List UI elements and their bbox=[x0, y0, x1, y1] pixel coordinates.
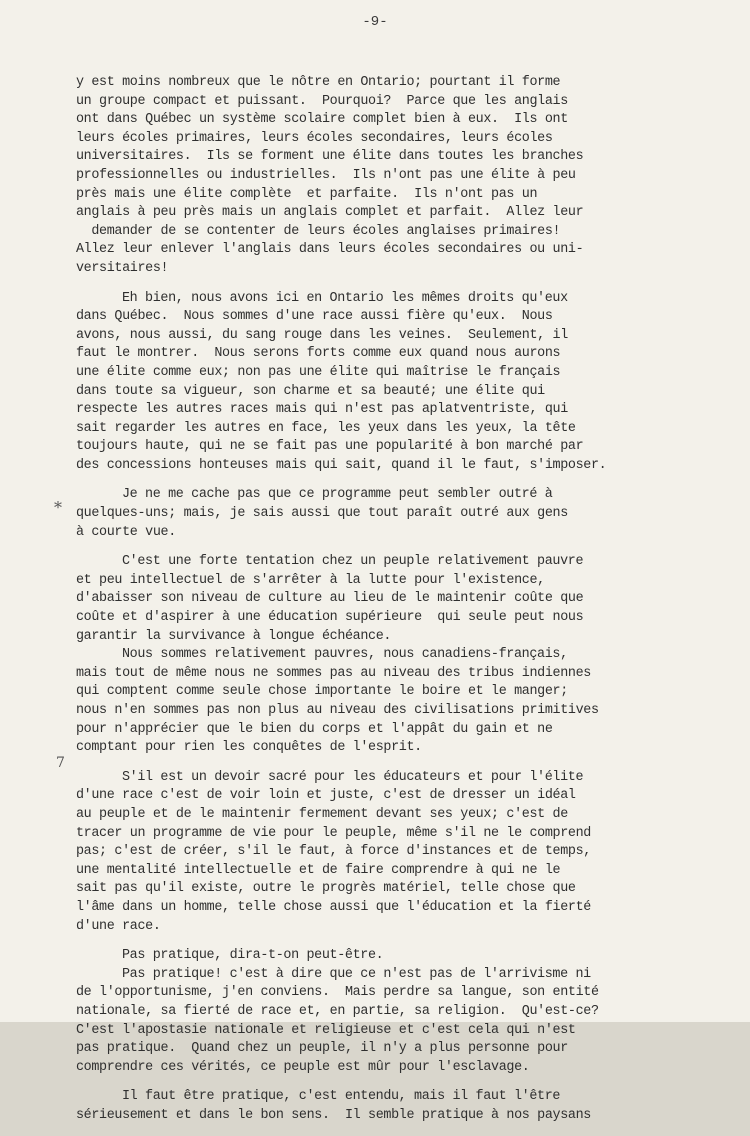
text-line: des concessions honteuses mais qui sait, quand il le faut, s'imposer. bbox=[76, 457, 607, 473]
margin-seven-mark: 7 bbox=[56, 755, 65, 771]
text-line: un groupe compact et puissant. Pourquoi? Parce que les anglais bbox=[76, 93, 568, 109]
text-line: l'âme dans un homme, telle chose aussi que l'éducation et la fierté bbox=[76, 899, 591, 915]
paragraph-p7 bbox=[76, 947, 726, 966]
text-line: sait pas qu'il existe, outre le progrès matériel, telle chose que bbox=[76, 881, 576, 897]
text-line: nationale, sa fierté de race et, en partie, sa religion. Qu'est-ce? bbox=[76, 1003, 599, 1019]
text-line: Allez leur enlever l'anglais dans leurs écoles secondaires ou uni- bbox=[76, 242, 584, 258]
paragraph-p1 bbox=[76, 74, 726, 279]
text-line: Nous sommes relativement pauvres, nous canadiens-français, bbox=[122, 647, 568, 663]
text-line: qui comptent comme seule chose importante le boire et le manger; bbox=[76, 684, 568, 700]
text-line: comptant pour rien les conquêtes de l'esprit. bbox=[76, 740, 422, 756]
text-line: universitaires. Ils se forment une élite dans toutes les branches bbox=[76, 149, 584, 165]
text-line: y est moins nombreux que le nôtre en Ontario; pourtant il forme bbox=[76, 75, 561, 90]
body-text bbox=[76, 74, 726, 1136]
text-line: demander de se contenter de leurs écoles anglaises primaires! bbox=[76, 223, 561, 239]
text-line: faut le montrer. Nous serons forts comme eux quand nous aurons bbox=[76, 346, 561, 362]
paragraph-p3 bbox=[76, 486, 726, 542]
text-line: à courte vue. bbox=[76, 524, 176, 540]
paragraph-p6 bbox=[76, 769, 726, 936]
text-line: leurs écoles primaires, leurs écoles secondaires, leurs écoles bbox=[76, 130, 553, 146]
text-line: d'une race. bbox=[76, 918, 161, 934]
text-line: anglais à peu près mais un anglais complet et parfait. Allez leur bbox=[76, 205, 584, 221]
text-line: avons, nous aussi, du sang rouge dans les veines. Seulement, il bbox=[76, 327, 568, 343]
paragraph-p5 bbox=[76, 646, 726, 758]
text-line: d'une race c'est de voir loin et juste, c'est de dresser un idéal bbox=[76, 788, 576, 804]
text-line: Pas pratique! c'est à dire que ce n'est pas de l'arrivisme ni bbox=[122, 966, 591, 982]
text-line: versitaires! bbox=[76, 260, 169, 276]
text-line: comprendre ces vérités, ce peuple est mûr pour l'esclavage. bbox=[76, 1059, 530, 1075]
text-line: garantir la survivance à longue échéance. bbox=[76, 628, 392, 644]
text-line: quelques-uns; mais, je sais aussi que tout paraît outré aux gens bbox=[76, 506, 568, 522]
text-line: une élite comme eux; non pas une élite qui maîtrise le français bbox=[76, 364, 561, 380]
text-line: au peuple et de le maintenir fermement devant ses yeux; c'est de bbox=[76, 806, 568, 822]
text-line: sait regarder les autres en face, les yeux dans les yeux, la tête bbox=[76, 420, 576, 436]
text-line: d'abaisser son niveau de culture au lieu de le maintenir coûte que bbox=[76, 591, 584, 607]
text-line: mais tout de même nous ne sommes pas au niveau des tribus indiennes bbox=[76, 665, 591, 681]
text-line: sérieusement et dans le bon sens. Il semble pratique à nos paysans bbox=[76, 1107, 591, 1123]
text-line: toujours haute, qui ne se fait pas une popularité à bon marché par bbox=[76, 439, 584, 455]
text-line: de l'opportunisme, j'en conviens. Mais perdre sa langue, son entité bbox=[76, 985, 599, 1001]
text-line: respecte les autres races mais qui n'est pas aplatventriste, qui bbox=[76, 402, 568, 418]
text-line: tracer un programme de vie pour le peuple, même s'il ne le comprend bbox=[76, 825, 591, 841]
text-line: une mentalité intellectuelle et de faire comprendre à qui ne le bbox=[76, 862, 561, 878]
paragraph-p2 bbox=[76, 290, 726, 476]
text-line: coûte et d'aspirer à une éducation supérieure qui seule peut nous bbox=[76, 610, 584, 626]
text-line: près mais une élite complète et parfaite. Ils n'ont pas un bbox=[76, 186, 538, 202]
text-line: pas pratique. Quand chez un peuple, il n'y a plus personne pour bbox=[76, 1041, 568, 1057]
text-line: nous n'en sommes pas non plus au niveau des civilisations primitives bbox=[76, 703, 599, 718]
page-number: -9- bbox=[362, 14, 388, 30]
text-line: et peu intellectuel de s'arrêter à la lutte pour l'existence, bbox=[76, 572, 545, 588]
text-line: Il faut être pratique, c'est entendu, mais il faut l'être bbox=[122, 1089, 561, 1105]
paragraph-p4 bbox=[76, 553, 726, 646]
text-line: Eh bien, nous avons ici en Ontario les mêmes droits qu'eux bbox=[122, 290, 568, 306]
paragraph-p9 bbox=[76, 1088, 726, 1125]
text-line: C'est une forte tentation chez un peuple relativement pauvre bbox=[122, 554, 584, 570]
text-line: S'il est un devoir sacré pour les éducateurs et pour l'élite bbox=[122, 769, 584, 785]
margin-asterisk-mark: * bbox=[54, 498, 62, 517]
text-line: professionnelles ou industrielles. Ils n'ont pas une élite à peu bbox=[76, 167, 576, 183]
text-line: C'est l'apostasie nationale et religieuse et c'est cela qui n'est bbox=[76, 1022, 576, 1038]
text-line: ont dans Québec un système scolaire complet bien à eux. Ils ont bbox=[76, 112, 568, 128]
text-line: dans Québec. Nous sommes d'une race aussi fière qu'eux. Nous bbox=[76, 309, 553, 325]
paragraph-p8 bbox=[76, 966, 726, 1078]
text-line: Pas pratique, dira-t-on peut-être. bbox=[122, 948, 384, 964]
text-line: pas; c'est de créer, s'il le faut, à force d'instances et de temps, bbox=[76, 844, 591, 860]
text-line: pour n'apprécier que le bien du corps et l'appât du gain et ne bbox=[76, 721, 553, 737]
text-line: Je ne me cache pas que ce programme peut sembler outré à bbox=[122, 487, 553, 503]
text-line: dans toute sa vigueur, son charme et sa beauté; une élite qui bbox=[76, 383, 545, 399]
